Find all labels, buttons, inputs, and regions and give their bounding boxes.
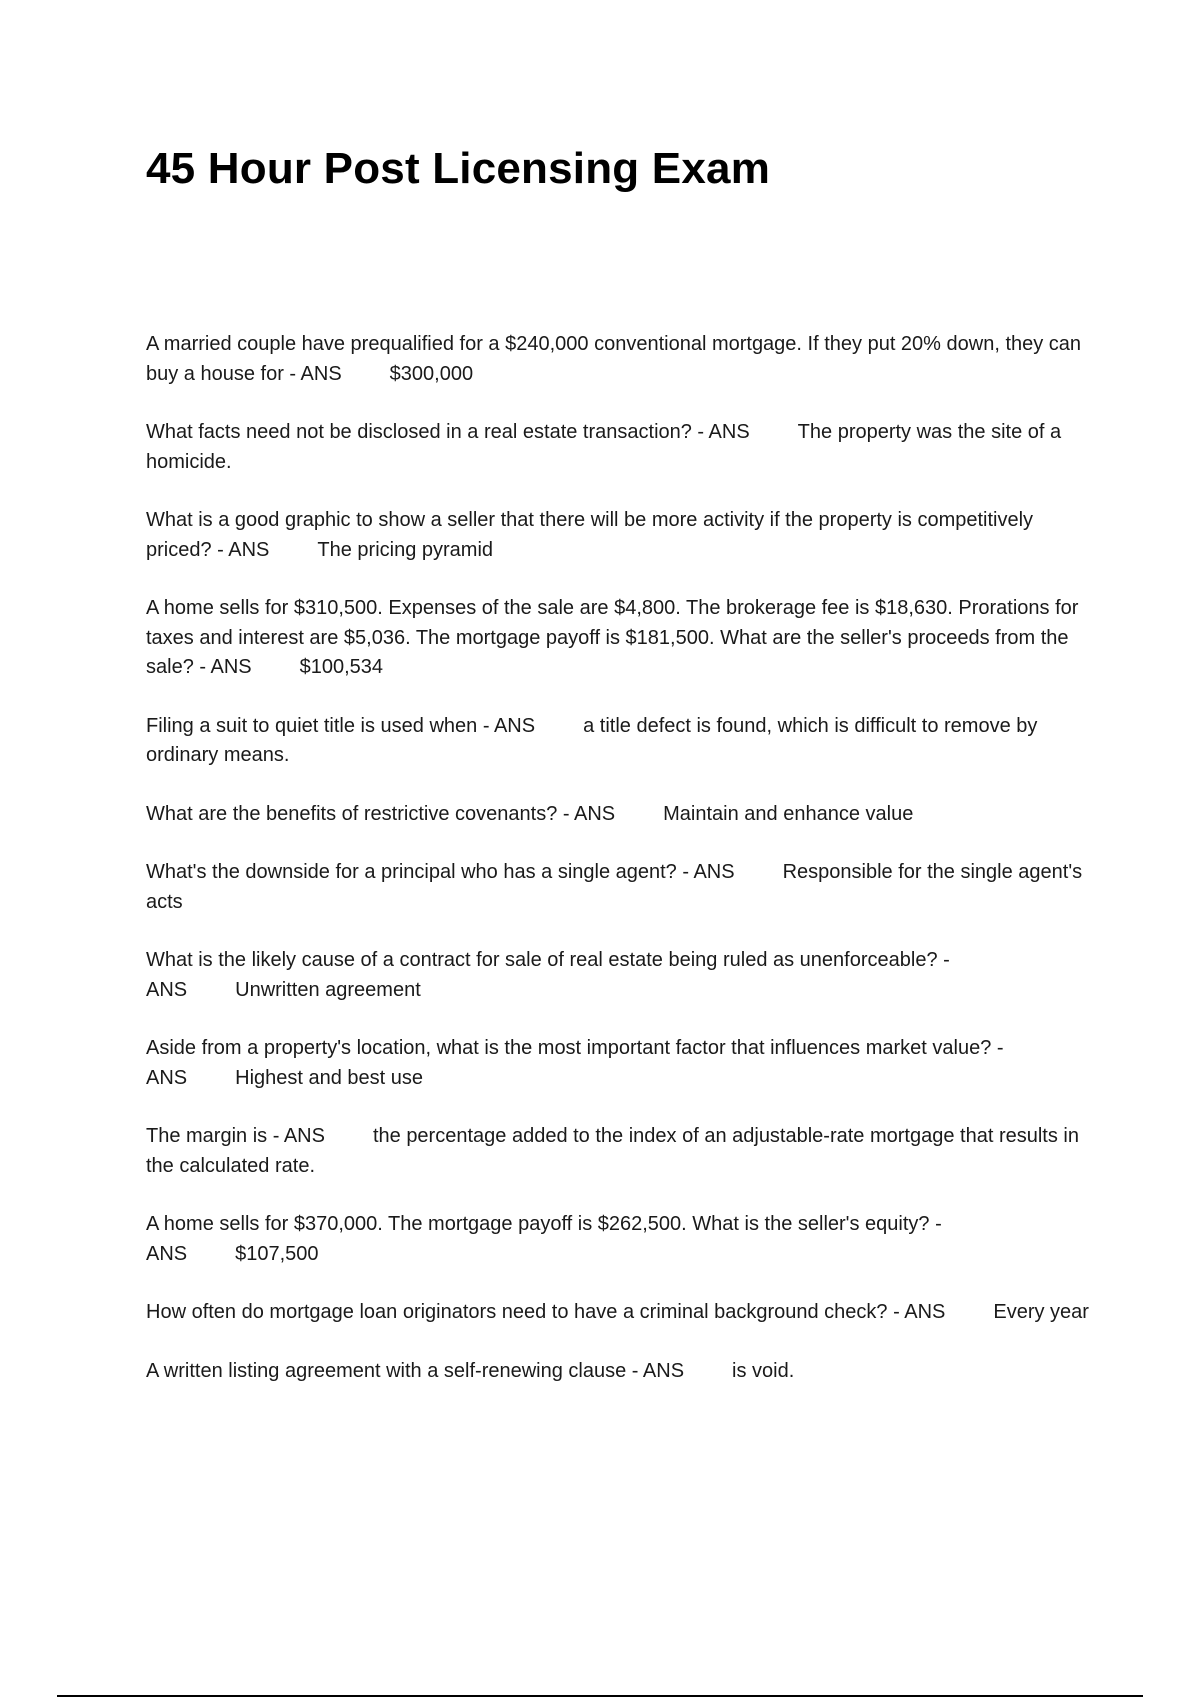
answer-text: $107,500	[235, 1242, 319, 1265]
qa-item	[146, 858, 1091, 917]
answer-text: Maintain and enhance value	[663, 802, 914, 825]
answer-text: The property was the site of a homicide.	[146, 421, 1062, 473]
question-text: What are the benefits of restrictive covenants? - ANS	[146, 802, 616, 825]
question-text: How often do mortgage loan originators need to have a criminal background check? - ANS	[146, 1301, 946, 1323]
qa-item	[146, 800, 1091, 830]
question-text: A written listing agreement with a self-renewing clause - ANS	[146, 1359, 685, 1382]
answer-text: Highest and best use	[235, 1066, 424, 1089]
answer-text: $300,000	[389, 362, 474, 385]
footer-divider	[57, 1695, 1143, 1697]
qa-item	[146, 418, 1091, 477]
question-text: Aside from a property's location, what is the most important factor that influences market value? - ANS	[146, 1037, 1004, 1089]
qa-item	[146, 946, 1091, 1005]
question-text: A home sells for $310,500. Expenses of the sale are $4,800. The brokerage fee is $18,630. Prorations for taxes and interest are $5,036. The mortgage payoff is $181,500. What are the seller's proceeds from the sale? - ANS	[146, 597, 1079, 678]
answer-text: $100,534	[299, 656, 384, 678]
qa-item	[146, 594, 1091, 683]
question-text: Filing a suit to quiet title is used when - ANS	[146, 714, 536, 737]
answer-text: is void.	[732, 1359, 795, 1382]
question-text: What is the likely cause of a contract for sale of real estate being ruled as unenforceable? - ANS	[146, 949, 950, 1001]
question-text: The margin is - ANS	[146, 1125, 325, 1147]
qa-item	[146, 1210, 1091, 1269]
qa-item	[146, 506, 1091, 565]
qa-item	[146, 1357, 1091, 1387]
question-text: What facts need not be disclosed in a real estate transaction? - ANS	[146, 421, 750, 443]
question-text: What is a good graphic to show a seller that there will be more activity if the property is competitively priced? - ANS	[146, 509, 1034, 561]
qa-item	[146, 1122, 1091, 1181]
document-title: 45 Hour Post Licensing Exam	[146, 144, 771, 193]
question-text: A home sells for $370,000. The mortgage payoff is $262,500. What is the seller's equity? - ANS	[146, 1213, 942, 1265]
answer-text: Every year	[993, 1301, 1089, 1323]
answer-text: Unwritten agreement	[235, 978, 421, 1001]
question-text: What's the downside for a principal who has a single agent? - ANS	[146, 861, 735, 883]
qa-item	[146, 1034, 1091, 1093]
answer-text: The pricing pyramid	[317, 538, 494, 561]
qa-item	[146, 712, 1091, 771]
answer-text: Responsible for the single agent's acts	[146, 861, 1083, 913]
answer-text: the percentage added to the index of an adjustable-rate mortgage that results in the calculated rate.	[146, 1125, 1079, 1177]
question-text: A married couple have prequalified for a $240,000 conventional mortgage. If they put 20% down, they can buy a house for - ANS	[146, 333, 1082, 385]
qa-list	[146, 330, 1091, 1415]
answer-text: a title defect is found, which is difficult to remove by ordinary means.	[146, 714, 1038, 766]
qa-item	[146, 1298, 1091, 1328]
qa-item	[146, 330, 1091, 389]
